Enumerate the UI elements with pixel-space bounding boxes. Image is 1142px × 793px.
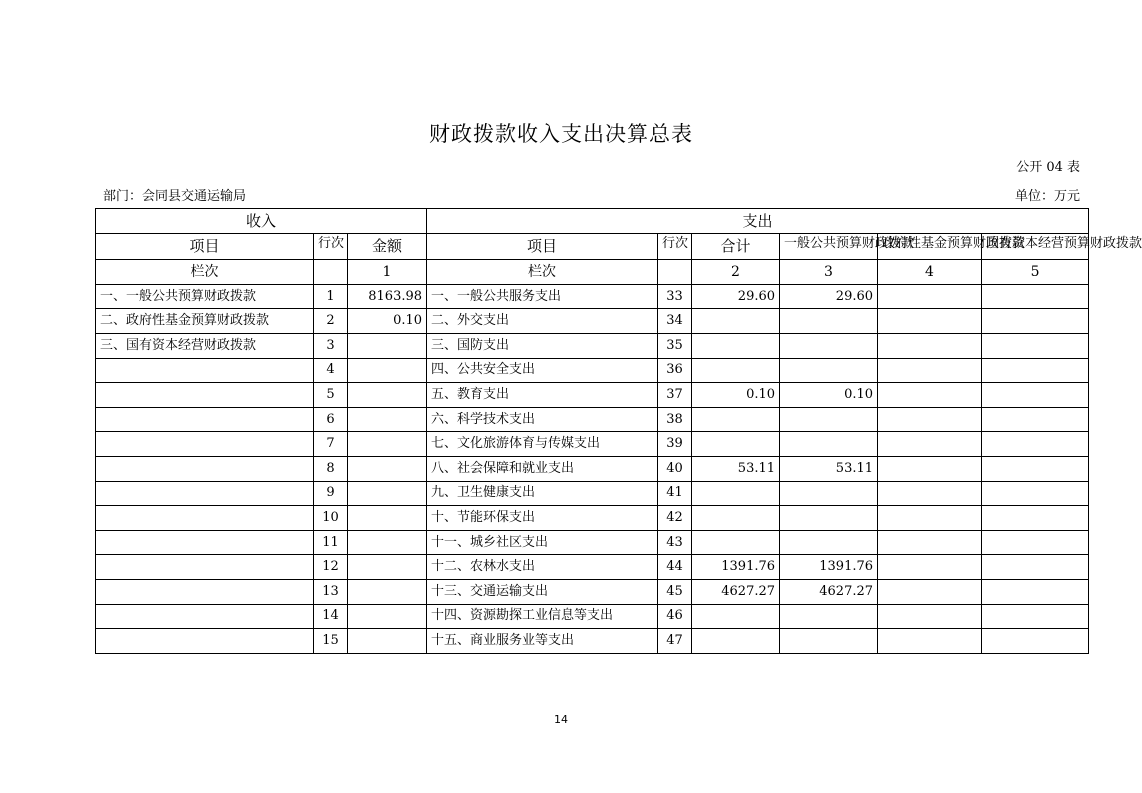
income-col-label: 栏次 (96, 260, 314, 285)
expense-section-header: 支出 (427, 209, 1089, 234)
state-capital-cell (982, 407, 1089, 432)
state-capital-cell (982, 284, 1089, 309)
expense-item-cell: 三、国防支出 (427, 333, 658, 358)
amount-cell (348, 481, 427, 506)
expense-row-no-cell: 41 (658, 481, 692, 506)
page-number: 14 (554, 713, 568, 726)
expense-item-cell: 八、社会保障和就业支出 (427, 456, 658, 481)
income-item-cell (96, 506, 314, 531)
expense-row-no-cell: 43 (658, 530, 692, 555)
general-budget-cell: 29.60 (780, 284, 878, 309)
income-section-header: 收入 (96, 209, 427, 234)
income-row-no-cell: 7 (314, 432, 348, 457)
state-capital-cell (982, 383, 1089, 408)
gov-fund-cell (878, 579, 982, 604)
expense-item-cell: 十四、资源勘探工业信息等支出 (427, 604, 658, 629)
expense-row-no-cell: 39 (658, 432, 692, 457)
state-capital-cell (982, 358, 1089, 383)
gov-fund-cell (878, 432, 982, 457)
total-cell (692, 358, 780, 383)
income-row-no-cell: 15 (314, 629, 348, 654)
general-budget-cell: 1391.76 (780, 555, 878, 580)
table-row (96, 284, 1089, 309)
expense-item-cell: 一、一般公共服务支出 (427, 284, 658, 309)
amount-cell (348, 604, 427, 629)
budget-summary-table (95, 208, 1142, 654)
expense-row-no-cell: 47 (658, 629, 692, 654)
income-item-cell (96, 407, 314, 432)
income-row-no-cell: 1 (314, 284, 348, 309)
gov-fund-cell (878, 284, 982, 309)
column-header-row (96, 233, 1089, 260)
general-budget-cell: 4627.27 (780, 579, 878, 604)
expense-item-cell: 十五、商业服务业等支出 (427, 629, 658, 654)
expense-row-no-cell: 42 (658, 506, 692, 531)
general-budget-header: 一般公共预算财政拨款 (780, 233, 878, 260)
total-cell (692, 432, 780, 457)
gov-fund-cell (878, 309, 982, 334)
table-row (96, 333, 1089, 358)
state-capital-cell (982, 555, 1089, 580)
col-4-label: 4 (878, 260, 982, 285)
general-budget-cell (780, 358, 878, 383)
expense-item-cell: 二、外交支出 (427, 309, 658, 334)
gov-fund-cell (878, 383, 982, 408)
amount-cell (348, 530, 427, 555)
amount-cell (348, 333, 427, 358)
income-row-no-cell: 13 (314, 579, 348, 604)
col-3-label: 3 (780, 260, 878, 285)
income-item-cell (96, 383, 314, 408)
table-row (96, 530, 1089, 555)
expense-row-no-cell: 40 (658, 456, 692, 481)
table-row (96, 358, 1089, 383)
income-item-cell (96, 579, 314, 604)
expense-row-no-header: 行次 (658, 233, 692, 260)
income-item-cell (96, 604, 314, 629)
state-capital-cell (982, 506, 1089, 531)
amount-cell (348, 383, 427, 408)
income-item-cell: 一、一般公共预算财政拨款 (96, 284, 314, 309)
income-item-cell (96, 629, 314, 654)
expense-item-cell: 十、节能环保支出 (427, 506, 658, 531)
income-item-cell: 二、政府性基金预算财政拨款 (96, 309, 314, 334)
income-row-no-cell: 4 (314, 358, 348, 383)
state-capital-header: 国有资本经营预算财政拨款 (982, 233, 1089, 260)
total-cell (692, 481, 780, 506)
general-budget-cell (780, 432, 878, 457)
expense-item-header: 项目 (427, 233, 658, 260)
amount-cell (348, 629, 427, 654)
table-row (96, 432, 1089, 457)
total-cell: 29.60 (692, 284, 780, 309)
col-5-label: 5 (982, 260, 1089, 285)
gov-fund-cell (878, 604, 982, 629)
expense-row-no-cell: 36 (658, 358, 692, 383)
total-cell (692, 530, 780, 555)
amount-cell (348, 579, 427, 604)
col-2-label: 2 (692, 260, 780, 285)
income-row-no-cell: 6 (314, 407, 348, 432)
general-budget-cell (780, 530, 878, 555)
total-cell (692, 309, 780, 334)
table-row (96, 456, 1089, 481)
state-capital-cell (982, 579, 1089, 604)
income-row-no-cell: 14 (314, 604, 348, 629)
expense-row-no-cell: 38 (658, 407, 692, 432)
form-number: 公开 04 表 (1016, 160, 1080, 175)
total-cell (692, 333, 780, 358)
expense-row-no-cell: 44 (658, 555, 692, 580)
amount-cell (348, 456, 427, 481)
amount-cell (348, 407, 427, 432)
gov-fund-cell (878, 506, 982, 531)
amount-cell: 0.10 (348, 309, 427, 334)
general-budget-cell (780, 506, 878, 531)
general-budget-cell (780, 333, 878, 358)
col-1-label: 1 (348, 260, 427, 285)
income-row-no-header: 行次 (314, 233, 348, 260)
gov-fund-header: 政府性基金预算财政拨款 (878, 233, 982, 260)
expense-row-no-cell: 33 (658, 284, 692, 309)
general-budget-cell (780, 629, 878, 654)
expense-item-cell: 十三、交通运输支出 (427, 579, 658, 604)
general-budget-cell (780, 407, 878, 432)
state-capital-cell (982, 333, 1089, 358)
gov-fund-cell (878, 555, 982, 580)
expense-item-cell: 九、卫生健康支出 (427, 481, 658, 506)
income-item-header: 项目 (96, 233, 314, 260)
table-row (96, 383, 1089, 408)
table-row (96, 604, 1089, 629)
gov-fund-cell (878, 481, 982, 506)
total-cell: 1391.76 (692, 555, 780, 580)
general-budget-cell (780, 309, 878, 334)
expense-item-cell: 七、文化旅游体育与传媒支出 (427, 432, 658, 457)
state-capital-cell (982, 604, 1089, 629)
expense-row-no-cell: 35 (658, 333, 692, 358)
income-item-cell (96, 432, 314, 457)
amount-cell: 8163.98 (348, 284, 427, 309)
expense-item-cell: 十一、城乡社区支出 (427, 530, 658, 555)
state-capital-cell (982, 530, 1089, 555)
expense-col-label: 栏次 (427, 260, 658, 285)
total-header: 合计 (692, 233, 780, 260)
amount-header: 金额 (348, 233, 427, 260)
income-item-cell (96, 456, 314, 481)
table-row (96, 629, 1089, 654)
expense-row-no-cell: 46 (658, 604, 692, 629)
total-cell: 4627.27 (692, 579, 780, 604)
gov-fund-cell (878, 629, 982, 654)
general-budget-cell: 0.10 (780, 383, 878, 408)
amount-cell (348, 432, 427, 457)
general-budget-cell: 53.11 (780, 456, 878, 481)
income-row-no-cell: 10 (314, 506, 348, 531)
income-row-no-cell: 11 (314, 530, 348, 555)
gov-fund-cell (878, 358, 982, 383)
table-row (96, 309, 1089, 334)
column-label-row (96, 260, 1089, 285)
income-row-no-cell: 12 (314, 555, 348, 580)
total-cell (692, 407, 780, 432)
state-capital-cell (982, 432, 1089, 457)
expense-item-cell: 四、公共安全支出 (427, 358, 658, 383)
total-cell (692, 604, 780, 629)
total-cell (692, 506, 780, 531)
expense-item-cell: 十二、农林水支出 (427, 555, 658, 580)
table-row (96, 579, 1089, 604)
income-item-cell (96, 555, 314, 580)
income-col-label-blank (314, 260, 348, 285)
amount-cell (348, 358, 427, 383)
income-row-no-cell: 8 (314, 456, 348, 481)
income-item-cell: 三、国有资本经营财政拨款 (96, 333, 314, 358)
income-item-cell (96, 358, 314, 383)
expense-row-no-cell: 37 (658, 383, 692, 408)
expense-col-label-blank (658, 260, 692, 285)
expense-item-cell: 六、科学技术支出 (427, 407, 658, 432)
unit-label: 单位：万元 (1014, 189, 1080, 204)
income-row-no-cell: 2 (314, 309, 348, 334)
income-row-no-cell: 3 (314, 333, 348, 358)
total-cell (692, 629, 780, 654)
total-cell: 0.10 (692, 383, 780, 408)
table-row (96, 506, 1089, 531)
state-capital-cell (982, 456, 1089, 481)
income-item-cell (96, 530, 314, 555)
page-title: 财政拨款收入支出决算总表 (429, 122, 693, 146)
amount-cell (348, 555, 427, 580)
state-capital-cell (982, 481, 1089, 506)
income-row-no-cell: 9 (314, 481, 348, 506)
amount-cell (348, 506, 427, 531)
department-label: 部门：会同县交通运输局 (103, 189, 247, 204)
table-row (96, 407, 1089, 432)
expense-item-cell: 五、教育支出 (427, 383, 658, 408)
income-item-cell (96, 481, 314, 506)
table-row (96, 481, 1089, 506)
general-budget-cell (780, 481, 878, 506)
total-cell: 53.11 (692, 456, 780, 481)
state-capital-cell (982, 629, 1089, 654)
gov-fund-cell (878, 530, 982, 555)
income-row-no-cell: 5 (314, 383, 348, 408)
expense-row-no-cell: 34 (658, 309, 692, 334)
gov-fund-cell (878, 456, 982, 481)
section-header-row (96, 209, 1089, 234)
gov-fund-cell (878, 333, 982, 358)
state-capital-cell (982, 309, 1089, 334)
general-budget-cell (780, 604, 878, 629)
gov-fund-cell (878, 407, 982, 432)
table-row (96, 555, 1089, 580)
expense-row-no-cell: 45 (658, 579, 692, 604)
